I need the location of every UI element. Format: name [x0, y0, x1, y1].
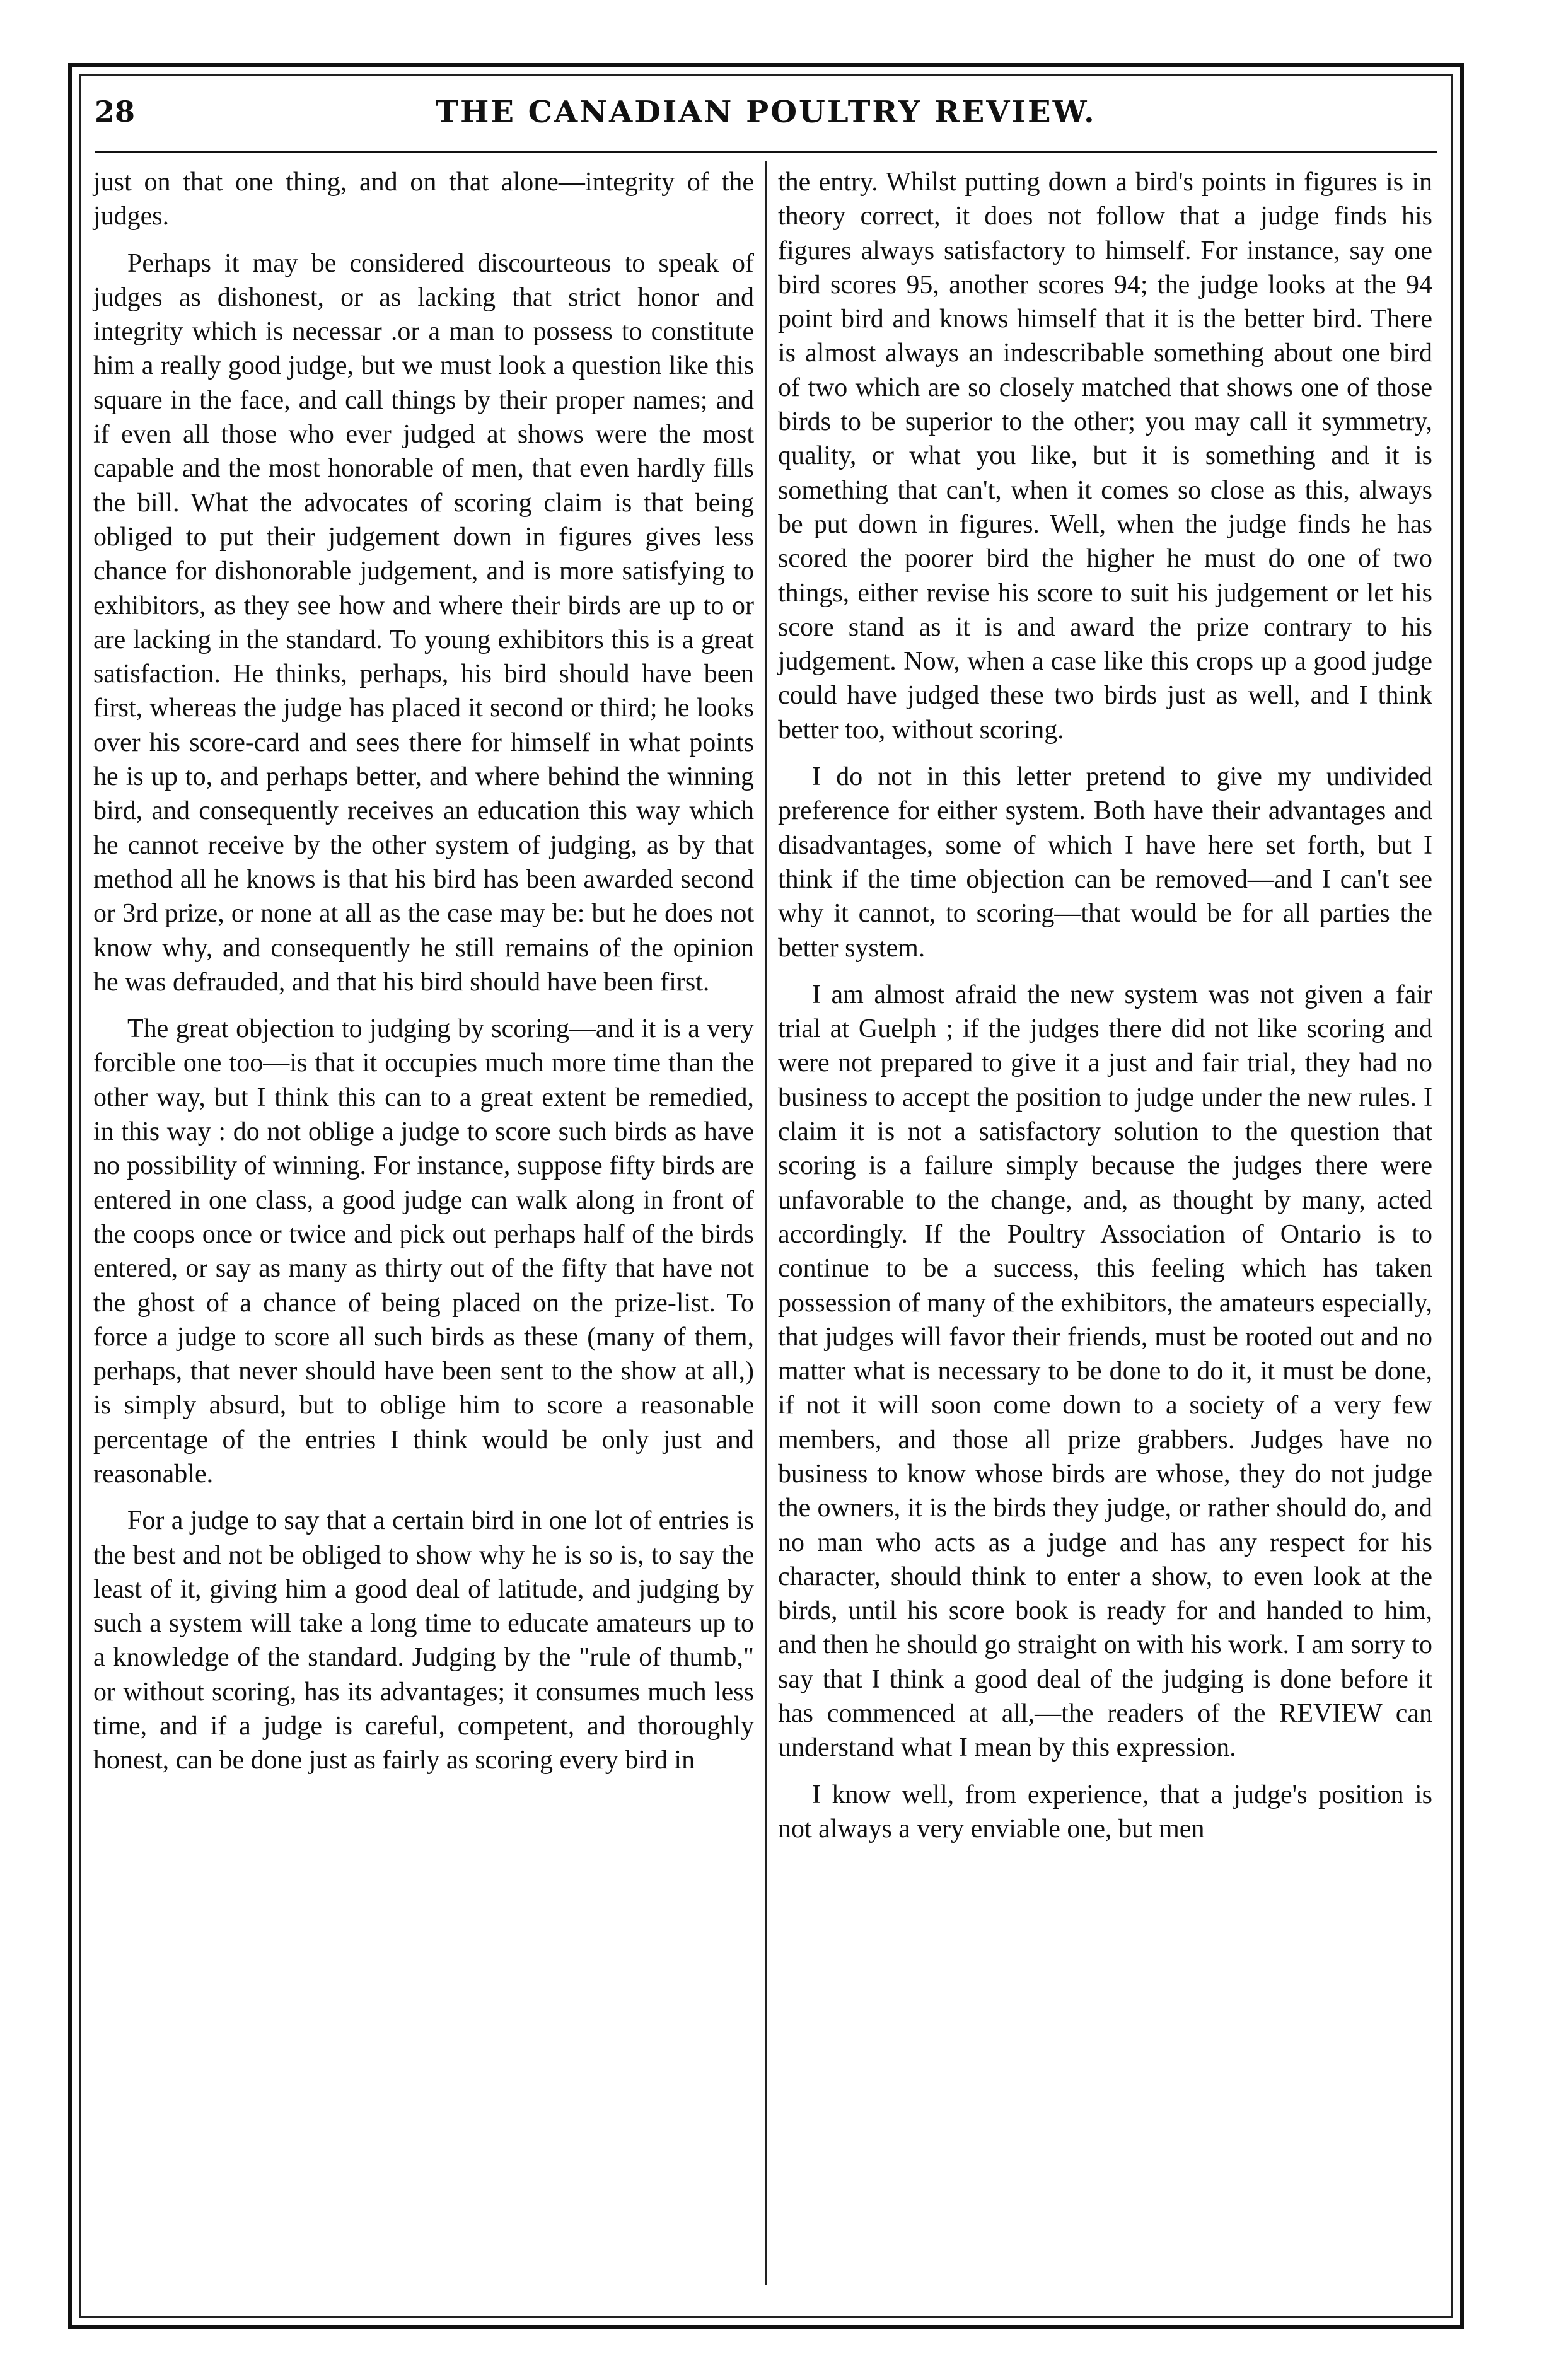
running-title: THE CANADIAN POULTRY REVIEW.	[436, 95, 1096, 130]
paragraph: the entry. Whilst putting down a bird's points in figures is in theory correct, it does not follow that a judge finds his figures always satisfactory to himself. For instance, say one bird scores 95, another scores 94; the judge looks at the 94 point bird and knows himself that it is the better bird. There is almost always an indescribable something about one bird of two which are so closely matched that shows one of those birds to be superior to the other; you may call it symmetry, quality, or what you like, but it is something and it is something that can't, when it comes so close as this, always be put down in figures. Well, when the judge finds he has scored the poorer bird the higher he must do one of two things, either revise his score to suit his judgement or let his score stand as it is and award the prize contrary to his judgement. Now, when a case like this crops up a good judge could have judged these two birds just as well, and I think better too, without scoring.	[778, 168, 1432, 745]
column-divider	[765, 161, 767, 2285]
page-number: 28	[95, 95, 136, 129]
left-column	[93, 165, 754, 1791]
page-header	[95, 95, 1437, 145]
paragraph: For a judge to say that a certain bird in one lot of entries is the best and not be obliged to show why he is so is, to say the least of it, giving him a good deal of latitude, and judging by such a system will take a long time to educate amateurs up to a knowledge of the standard. Judging by the "rule of thumb," or without scoring, has its advantages; it consumes much less time, and if a judge is careful, competent, and thoroughly honest, can be done just as fairly as scoring every bird in	[93, 1506, 754, 1775]
right-column	[778, 165, 1432, 1859]
header-rule	[95, 151, 1437, 153]
paragraph: I am almost afraid the new system was not given a fair trial at Guelph ; if the judges there did not like scoring and were not prepared to give it a just and fair trial, they had no business to accept the position to judge under the new rules. I claim it is not a satisfactory solution to the question that scoring is a failure simply because the judges there were unfavorable to the change, and, as thought by many, acted accordingly. If the Poultry Association of Ontario is to continue to be a success, this feeling which has taken possession of many of the exhibitors, the amateurs especially, that judges will favor their friends, must be rooted out and no matter what is necessary to be done to do it, it must be done, if not it will soon come down to a society of a very few members, and those all prize grabbers. Judges have no business to know whose birds are whose, they do not judge the owners, it is the birds they judge, or rather should do, and no man who acts as a judge and has any respect for his character, should think to enter a show, to even look at the birds, until his score book is ready for and handed to him, and then he should go straight on with his work. I am sorry to say that I think a good deal of the judging is done before it has commenced at all,—the readers of the REVIEW can understand what I mean by this expression.	[778, 980, 1432, 1763]
paragraph: I do not in this letter pretend to give my undivided preference for either system. Both have their advantages and disadvantages, some of which I have here set forth, but I think if the time objection can be removed—and I can't see why it cannot, to scoring—that would be for all parties the better system.	[778, 762, 1432, 963]
paragraph: I know well, from experience, that a judge's position is not always a very enviable one, but men	[778, 1780, 1432, 1843]
paragraph: Perhaps it may be considered discourteous to speak of judges as dishonest, or as lacking that strict honor and integrity which is necessar .or a man to possess to constitute him a really good judge, but we must look a question like this square in the face, and call things by their proper names; and if even all those who ever judged at shows were the most capable and the most honorable of men, that even hardly fills the bill. What the advocates of scoring claim is that being obliged to put their judgement down in figures gives less chance for dishonorable judgement, and is more satisfying to exhibitors, as they see how and where their birds are up to or are lacking in the standard. To young exhibitors this is a great satisfaction. He thinks, perhaps, his bird should have been first, whereas the judge has placed it second or third; he looks over his score-card and sees there for himself in what points he is up to, and perhaps better, and where behind the winning bird, and consequently receives an education this way which he cannot receive by the other system of judging, as by that method all he knows is that his bird has been awarded second or 3rd prize, or none at all as the case may be: but he does not know why, and consequently he still remains of the opinion he was defrauded, and that his bird should have been first.	[93, 248, 754, 997]
paragraph: The great objection to judging by scoring—and it is a very forcible one too—is that it occupies much more time than the other way, but I think this can to a great extent be remedied, in this way : do not oblige a judge to score such birds as have no possibility of winning. For instance, suppose fifty birds are entered in one class, a good judge can walk along in front of the coops once or twice and pick out perhaps half of the birds entered, or say as many as thirty out of the fifty that have not the ghost of a chance of being placed on the prize-list. To force a judge to score all such birds as these (many of them, perhaps, that never should have been sent to the show at all,) is simply absurd, but to oblige him to score a reasonable percentage of the entries I think would be only just and reasonable.	[93, 1014, 754, 1489]
paragraph: just on that one thing, and on that alone—integrity of the judges.	[93, 168, 754, 231]
